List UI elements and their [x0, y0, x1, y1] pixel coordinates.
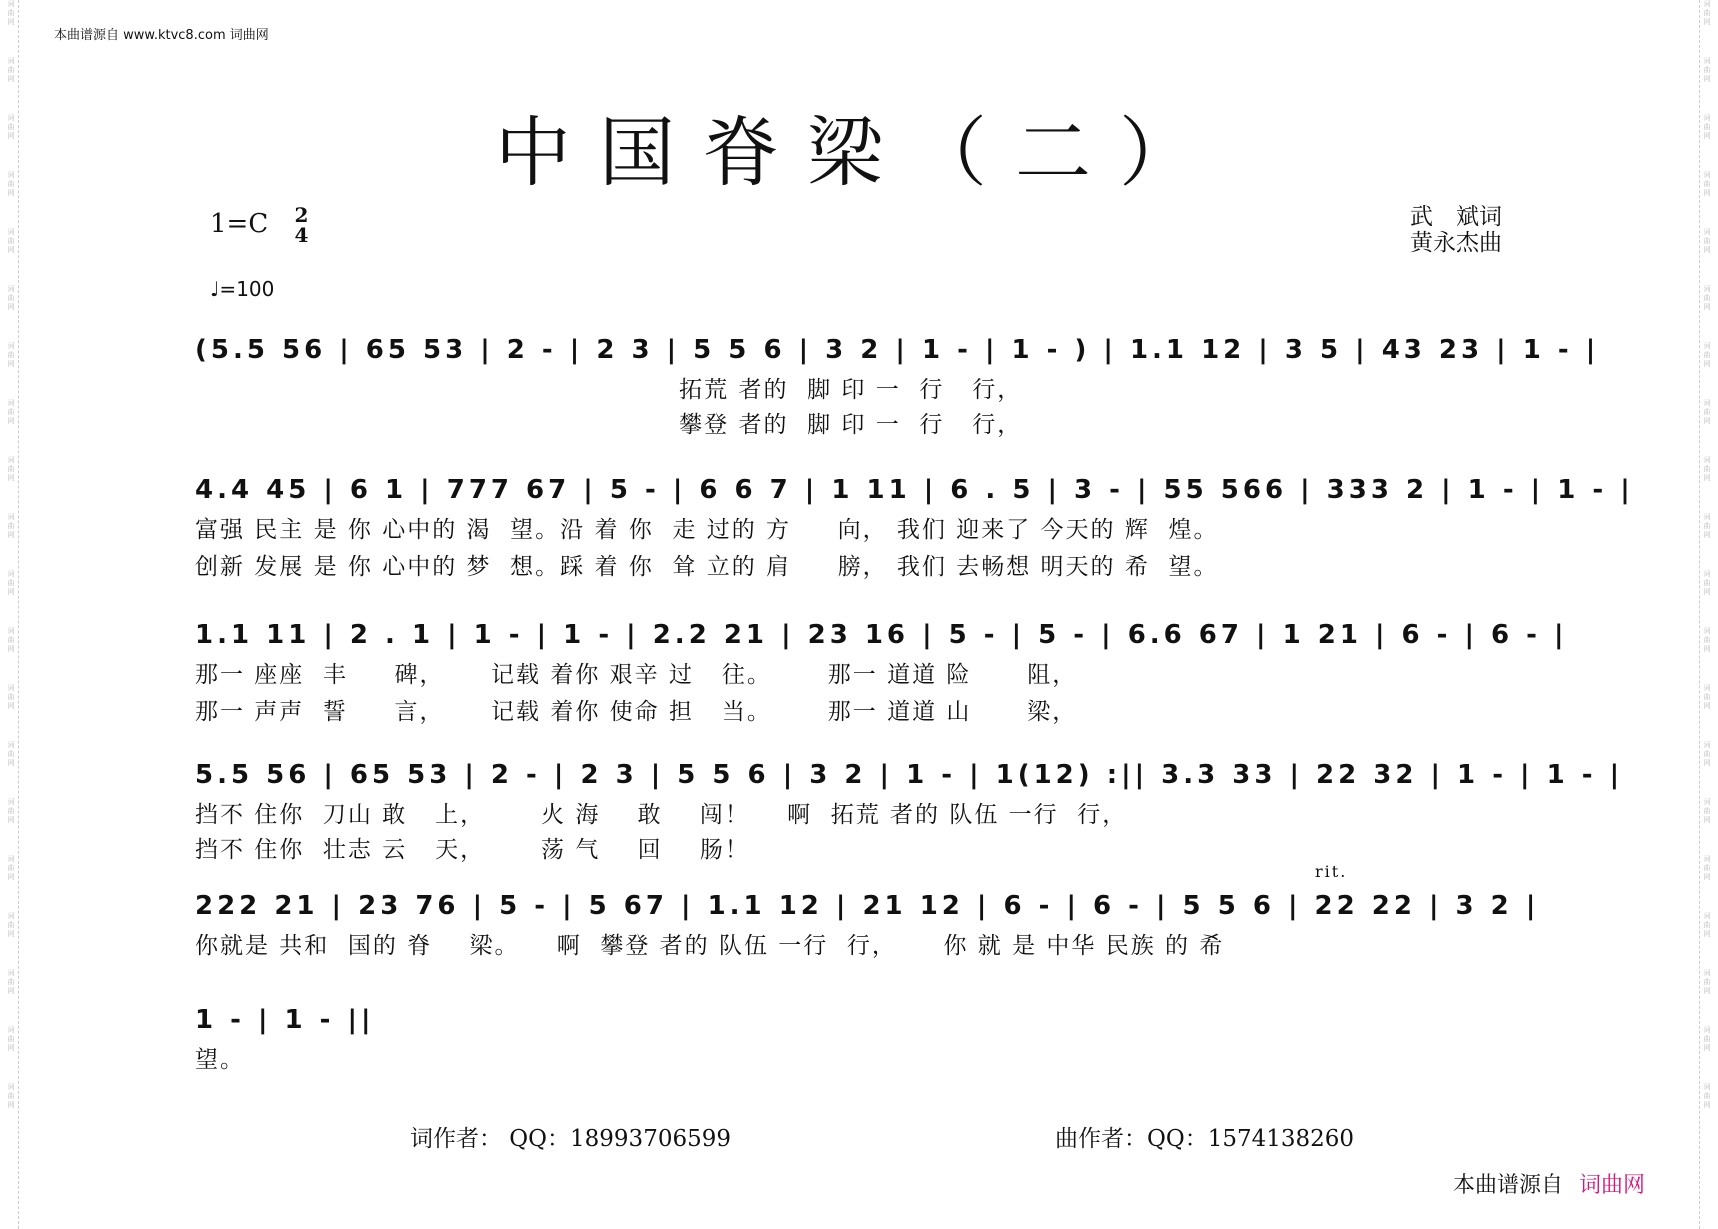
lyric-verse-1: 那一 座座 丰 碑， 记载 着你 艰辛 过 往。 那一 道道 险 阻， [195, 662, 1078, 688]
notation-row: 222 21 | 23 76 | 5 - | 5 67 | 1.1 12 | 21 12 | 6 - | 6 - | 5 5 6 | 22 22 | 3 2 | [195, 891, 1540, 921]
watermark-mark: 词 曲 网 [1703, 57, 1711, 83]
score-line-1 [195, 335, 1600, 439]
lyricist-credit: 武 斌词 [1410, 204, 1502, 230]
watermark-mark: 词 曲 网 [1703, 456, 1711, 482]
watermark-mark: 词 曲 网 [1703, 228, 1711, 254]
footer-composer-contact: 曲作者：QQ：1574138260 [1055, 1126, 1355, 1152]
watermark-mark: 词 曲 网 [7, 171, 15, 197]
watermark-mark: 词 曲 网 [7, 456, 15, 482]
watermark-mark: 词 曲 网 [7, 570, 15, 596]
score-line-3 [195, 620, 1568, 726]
tempo-marking: ♩=100 [210, 277, 275, 301]
lyric-verse-1: 拓荒 者的 脚 印 一 行 行， [195, 377, 1023, 403]
watermark-mark: 词 曲 网 [7, 627, 15, 653]
watermark-mark: 词 曲 网 [1703, 342, 1711, 368]
footer-lyricist-contact: 词作者： QQ：18993706599 [410, 1126, 731, 1152]
watermark-mark: 词 曲 网 [7, 969, 15, 995]
notation-row: 4.4 45 | 6 1 | 777 67 | 5 - | 6 6 7 | 1 11 | 6 . 5 | 3 - | 55 566 | 333 2 | 1 - | 1 - | [195, 475, 1634, 505]
source-note-top: 本曲谱源自 www.ktvc8.com 词曲网 [54, 28, 269, 43]
score-line-5 [195, 862, 1540, 960]
watermark-mark: 词 曲 网 [1703, 0, 1711, 26]
watermark-mark: 词 曲 网 [7, 285, 15, 311]
watermark-mark: 词 曲 网 [1703, 171, 1711, 197]
lyric-verse-1: 富强 民主 是 你 心中的 渴 望。沿 着 你 走 过的 方 向， 我们 迎来了 今天的 辉 煌。 [195, 517, 1219, 543]
watermark-mark: 词 曲 网 [7, 855, 15, 881]
watermark-mark: 词 曲 网 [7, 0, 15, 26]
time-signature-denominator: 4 [294, 223, 309, 247]
lyric-verse-2: 攀登 者的 脚 印 一 行 行， [195, 412, 1023, 438]
watermark-mark: 词 曲 网 [7, 228, 15, 254]
watermark-mark: 词 曲 网 [7, 1083, 15, 1109]
score-line-6 [195, 1005, 1540, 1074]
watermark-mark: 词 曲 网 [1703, 114, 1711, 140]
watermark-mark: 词 曲 网 [1703, 1083, 1711, 1109]
lyric-verse-1: 望。 [195, 1047, 245, 1073]
notation-row: 1 - | 1 - || [195, 1005, 375, 1035]
notation-row: (5.5 56 | 65 53 | 2 - | 2 3 | 5 5 6 | 3 2 | 1 - | 1 - ) | 1.1 12 | 3 5 | 43 23 | 1 - | [195, 335, 1600, 365]
watermark-mark: 词 曲 网 [1703, 684, 1711, 710]
watermark-mark: 词 曲 网 [1703, 1026, 1711, 1052]
lyric-verse-2: 那一 声声 誓 言， 记载 着你 使命 担 当。 那一 道道 山 梁， [195, 699, 1078, 725]
watermark-mark: 词 曲 网 [7, 912, 15, 938]
watermark-mark: 词 曲 网 [7, 342, 15, 368]
watermark-mark: 词 曲 网 [1703, 627, 1711, 653]
composer-credit: 黄永杰曲 [1410, 230, 1502, 256]
watermark-mark: 词 曲 网 [1703, 570, 1711, 596]
watermark-mark: 词 曲 网 [7, 741, 15, 767]
watermark-mark: 词 曲 网 [1703, 798, 1711, 824]
time-signature [295, 205, 309, 245]
credits [1410, 204, 1502, 256]
score-line-4 [195, 760, 1624, 864]
watermark-mark: 词 曲 网 [7, 114, 15, 140]
watermark-mark: 词 曲 网 [7, 1026, 15, 1052]
watermark-mark: 词 曲 网 [7, 57, 15, 83]
notation-row: 5.5 56 | 65 53 | 2 - | 2 3 | 5 5 6 | 3 2 | 1 - | 1(12) :|| 3.3 33 | 22 32 | 1 - | 1 - | [195, 760, 1624, 790]
key-signature: 1=C [210, 209, 269, 239]
watermark-mark: 词 曲 网 [1703, 741, 1711, 767]
watermark-mark: 词 曲 网 [1703, 912, 1711, 938]
watermark-mark: 词 曲 网 [1703, 399, 1711, 425]
score-line-2 [195, 475, 1634, 581]
source-prefix: 本曲谱源自 [1453, 1173, 1564, 1198]
lyric-verse-2: 创新 发展 是 你 心中的 梦 想。踩 着 你 耸 立的 肩 膀， 我们 去畅想 明天的 希 望。 [195, 554, 1219, 580]
time-signature-numerator: 2 [294, 203, 309, 227]
watermark-mark: 词 曲 网 [1703, 855, 1711, 881]
watermark-mark: 词 曲 网 [7, 513, 15, 539]
lyric-verse-1: 你就是 共和 国的 脊 梁。 啊 攀登 者的 队伍 一行 行， 你 就 是 中华 民族 的 希 [195, 933, 1225, 959]
source-note-bottom [1453, 1168, 1645, 1199]
watermark-mark: 词 曲 网 [7, 399, 15, 425]
key-time-signature [210, 205, 308, 245]
site-brand-link[interactable]: 词曲网 [1579, 1173, 1646, 1198]
watermark-mark: 词 曲 网 [7, 798, 15, 824]
watermark-mark: 词 曲 网 [1703, 969, 1711, 995]
ritardando-marking: rit. [1315, 862, 1348, 881]
lyric-verse-1: 挡不 住你 刀山 敢 上， 火 海 敢 闯！ 啊 拓荒 者的 队伍 一行 行， [195, 802, 1128, 828]
watermark-mark: 词 曲 网 [1703, 513, 1711, 539]
lyric-verse-2: 挡不 住你 壮志 云 天， 荡 气 回 肠！ [195, 837, 750, 863]
watermark-mark: 词 曲 网 [7, 684, 15, 710]
song-title: 中国脊梁（二） [495, 108, 1223, 197]
watermark-mark: 词 曲 网 [1703, 285, 1711, 311]
notation-row: 1.1 11 | 2 . 1 | 1 - | 1 - | 2.2 21 | 23 16 | 5 - | 5 - | 6.6 67 | 1 21 | 6 - | 6 - | [195, 620, 1568, 650]
